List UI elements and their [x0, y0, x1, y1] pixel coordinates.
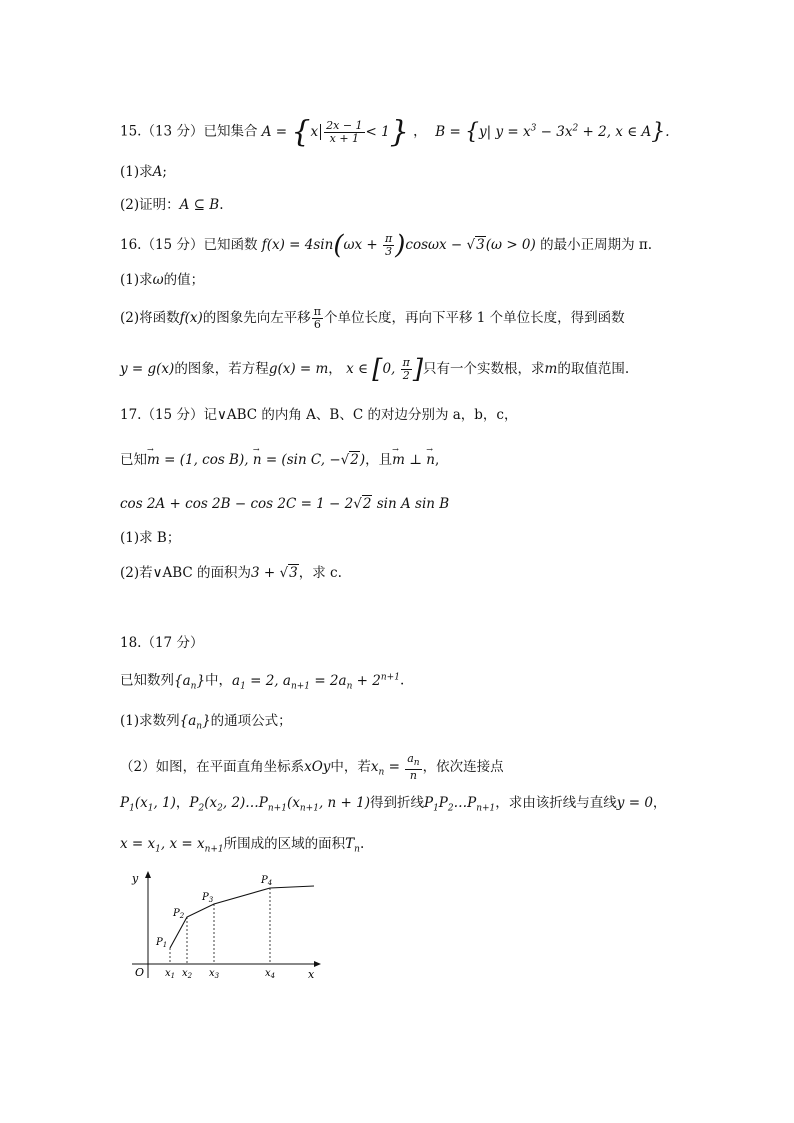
q15-header: 15.（13 分）已知集合 — [120, 123, 258, 140]
q18-given: 已知数列$\{a_n\}$中，$a_1 = 2$, $a_{n+1} = 2a_n + 2^{n+1}$. — [120, 672, 405, 692]
label-p4: $P_4$ — [261, 875, 273, 887]
q17-equation: cos 2A + cos 2B − cos 2C = 1 − 2√2 sin A sin B — [120, 496, 450, 512]
q15-header-line — [120, 114, 670, 149]
q16-header-line: 16.（15 分）已知函数 f(x) = 4sin(ωx + $\frac{\pi}{3}$ )cosωx − √3(ω > 0) 的最小正周期为 π. — [120, 230, 653, 261]
q16-tail: 的最小正周期为 — [540, 237, 635, 253]
polyline-p1-p4 — [170, 886, 314, 948]
origin-label: O — [135, 966, 145, 979]
tick-x4: $x_4$ — [265, 968, 276, 980]
q18-header: 18.（17 分） — [120, 635, 204, 651]
q18-part1: (1)求数列$\{a_n\}$的通项公式； — [120, 713, 292, 732]
q15-part2: (2)证明：A ⊆ B. — [120, 197, 224, 213]
q17-part2: (2)若∨ABC 的面积为3 + √3，求 c. — [120, 565, 342, 581]
q16-part2-cont: y = g(x)的图象，若方程g(x) = m， x ∈ [0, $\frac{\pi}{2}$ ]只有一个实数根，求m的取值范围. — [120, 354, 630, 385]
q18-part2: （2）如图，在平面直角坐标系xOy中，若$x_n$ = $\frac{a_n}{n}$ ，依次连接点 — [120, 752, 504, 783]
polyline-figure — [118, 868, 328, 980]
x-axis-arrow-icon — [314, 961, 321, 967]
q16-part2: (2)将函数f(x)的图象先向左平移 $\frac{\pi}{6}$ 个单位长度，再向下平移 1 个单位长度，得到函数 — [120, 305, 625, 331]
x-axis-label: x — [308, 968, 315, 980]
q16-function: f(x) = 4sin(ωx + $\frac{\pi}{3}$ )cosωx − √3(ω > 0) — [261, 230, 536, 261]
q16-header: 16.（15 分）已知函数 — [120, 237, 258, 253]
tick-x2: $x_2$ — [182, 968, 193, 980]
q18-boundary: $x = x_1$, $x = x_{n+1}$所围成的区域的面积$T_n$. — [120, 836, 365, 855]
q15-sep: ， — [413, 123, 427, 140]
tick-x1: $x_1$ — [165, 968, 176, 980]
q15-part1: (1)求A; — [120, 164, 167, 180]
label-p3: $P_3$ — [202, 892, 214, 904]
q17-part1: (1)求 B； — [120, 530, 181, 546]
q16-pi: π — [638, 237, 648, 253]
label-p1: $P_1$ — [156, 937, 168, 949]
y-axis-label: y — [132, 872, 139, 885]
y-axis-arrow-icon — [145, 871, 151, 878]
q18-points: $P_1(x_1$, 1)，$P_2(x_2$, $2)\dots P_{n+1}(x_{n+1}$, n + 1)得到折线$P_1P_2\dots P_{n+1}$，求由该折线与直线y = 0， — [120, 795, 667, 814]
label-p2: $P_2$ — [173, 908, 185, 920]
q17-given: 已知→ m = (1, cos B), → n = (sin C, −√2)，且→ m ⊥ → n, — [120, 450, 439, 470]
q15-set-a: A = {x $\frac{2x - 1}{x + 1}$ < 1} — [261, 114, 409, 149]
q17-header: 17.（15 分）记∨ABC 的内角 A、B、C 的对边分别为 a，b，c， — [120, 407, 518, 423]
q16-part1: (1)求ω的值； — [120, 272, 205, 288]
q15-set-b: B = {y| $y = x^3 - 3x^2 + 2$, x ∈ A}. — [430, 119, 670, 144]
tick-x3: $x_3$ — [209, 968, 220, 980]
